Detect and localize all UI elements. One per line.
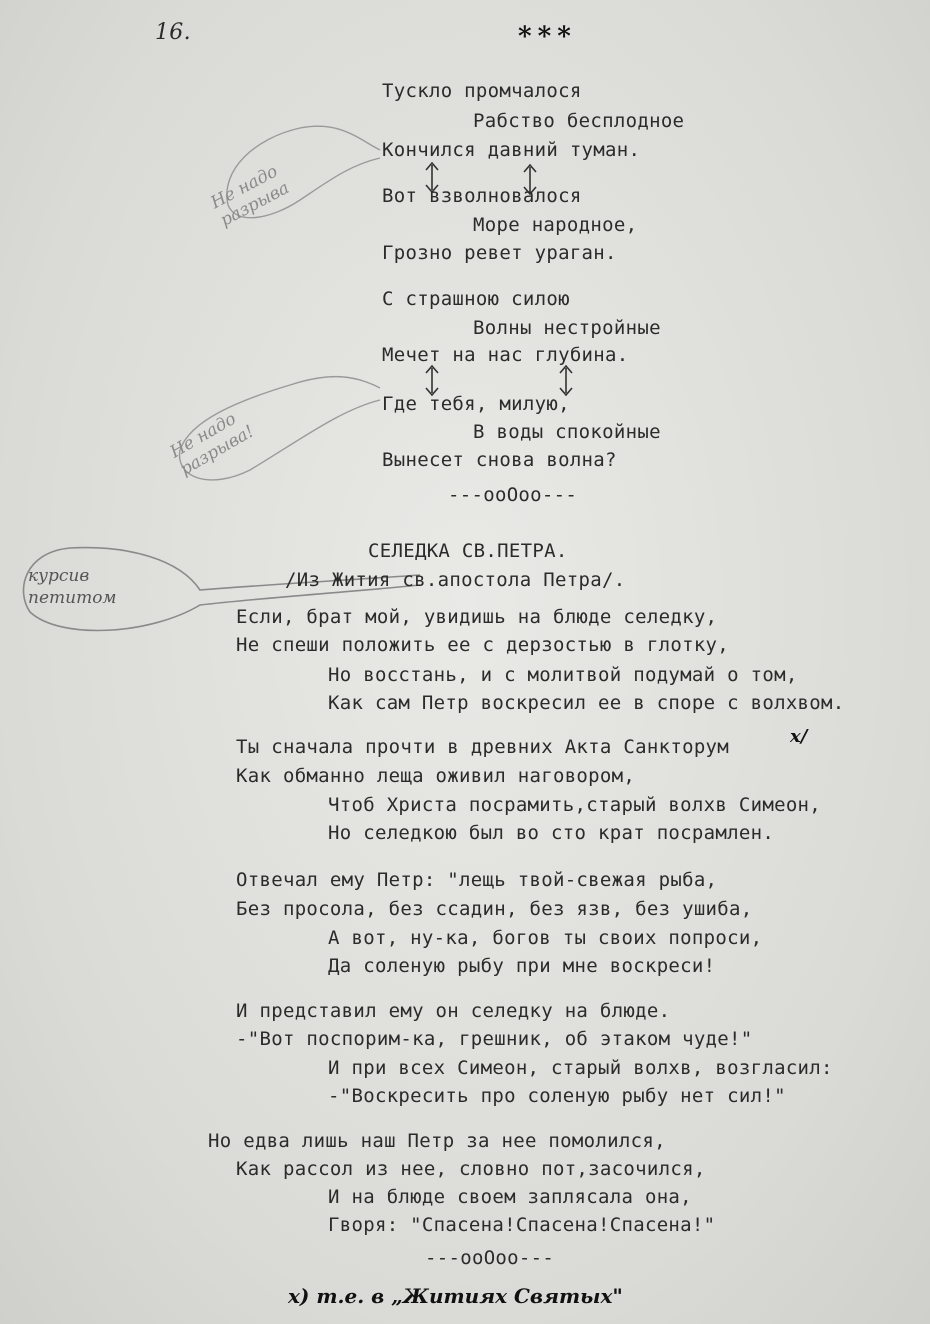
poem2-line: Как сам Петр воскресил ее в споре с волхвом. (328, 692, 845, 714)
poem2-line: Отвечал ему Петр: "лещь твой-свежая рыба, (236, 869, 718, 891)
poem1-line: Рабство бесплодное (473, 110, 685, 132)
poem1-line: Вот взволновалося (382, 185, 582, 207)
poem2-line: Ты сначала прочти в древних Акта Санкторум (236, 736, 730, 758)
poem2-line: И при всех Симеон, старый волхв, возгласил: (328, 1057, 833, 1079)
poem1-line: Тускло промчалося (382, 80, 582, 102)
footnote: x) т.е. в „Житиях Святых" (288, 1284, 623, 1308)
poem2-line: -"Воскресить про соленую рыбу нет сил!" (328, 1085, 786, 1107)
footnote-mark: x/ (790, 726, 808, 747)
poem2-line: Если, брат мой, увидишь на блюде селедку, (236, 606, 718, 628)
poem2-line: И представил ему он селедку на блюде. (236, 1000, 671, 1022)
poem2-line: -"Вот поспорим-ка, грешник, об этаком чуде!" (236, 1028, 753, 1050)
poem1-line: Вынесет снова волна? (382, 449, 617, 471)
poem2-line: Гворя: "Спасена!Спасена!Спасена!" (328, 1214, 716, 1236)
poem2-line: Но селедкою был во сто крат посрамлен. (328, 822, 775, 844)
poem2-line: Да соленую рыбу при мне воскреси! (328, 955, 716, 977)
poem2-title: СЕЛЕДКА СВ.ПЕТРА. (368, 540, 568, 562)
poem1-line: Волны нестройные (473, 317, 661, 339)
stars-heading: *** (518, 22, 577, 52)
poem2-line: Не спеши положить ее с дерзостью в глотку, (236, 634, 730, 656)
poem2-line: Но восстань, и с молитвой подумай о том, (328, 664, 798, 686)
margin-note-3: курсив петитом (28, 566, 117, 608)
page-number: 16. (155, 20, 191, 45)
poem1-line: В воды спокойные (473, 421, 661, 443)
poem2-line: Как обманно леща оживил наговором, (236, 765, 636, 787)
poem1-line: Море народное, (473, 214, 638, 236)
poem2-line: Как рассол из нее, словно пот,засочился, (236, 1158, 706, 1180)
poem1-line: Грозно ревет ураган. (382, 242, 617, 264)
poem1-line: Кончился давний туман. (382, 139, 641, 161)
poem2-separator: ---ooOoo--- (425, 1247, 555, 1269)
poem1-line: Где тебя, милую, (382, 393, 570, 415)
poem2-line: Без просола, без ссадин, без язв, без ушиба, (236, 898, 753, 920)
poem2-line: А вот, ну-ка, богов ты своих попроси, (328, 927, 763, 949)
poem2-line: Но едва лишь наш Петр за нее помолился, (208, 1130, 666, 1152)
margin-note-2: Не надо разрыва! (166, 408, 258, 480)
poem1-line: Мечет на нас глубина. (382, 344, 629, 366)
poem2-line: Чтоб Христа посрамить,старый волхв Симеон, (328, 794, 822, 816)
poem1-separator: ---ooOoo--- (448, 484, 578, 506)
poem2-subtitle: /Из Жития св.апостола Петра/. (285, 569, 626, 591)
margin-note-1: Не надо разрыва (207, 161, 293, 231)
poem1-line: С страшною силою (382, 288, 570, 310)
poem2-line: И на блюде своем заплясала она, (328, 1186, 692, 1208)
